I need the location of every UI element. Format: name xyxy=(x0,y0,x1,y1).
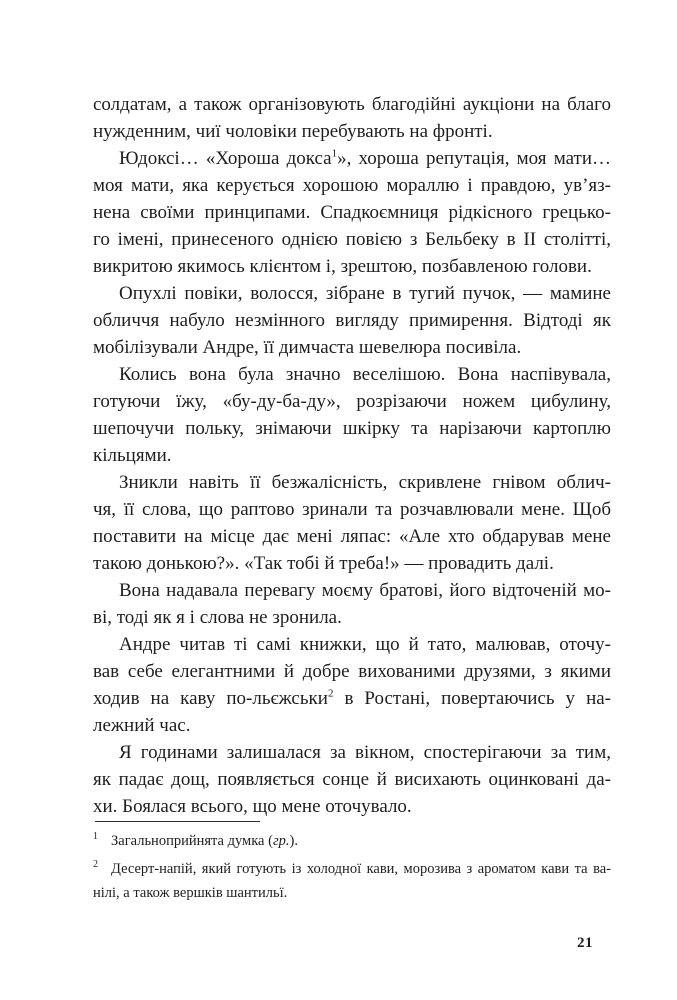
footnote-line xyxy=(93,857,611,881)
text-line: Андре читав ті самі книжки, що й тато, малював, оточу- xyxy=(119,634,611,655)
text-line: шепочучи польку, знімаючи шкірку та нарізаючи картоплю xyxy=(93,418,611,439)
text-line: обличчя набуло незмінного вигляду примирення. Відтоді як xyxy=(93,310,611,331)
text-line: як падає дощ, появляється сонце й висихають оцинковані да- xyxy=(93,769,611,790)
text-line: викритою якимось клієнтом і, зрештою, позбавленою голови. xyxy=(93,256,592,277)
footnote-reference: 2 xyxy=(327,687,334,700)
paragraph xyxy=(93,739,611,820)
footnote-text: Десерт-напій, який готують із холодної кави, морозива з ароматом кави та ва- xyxy=(111,861,611,877)
page-number: 21 xyxy=(577,935,593,951)
footnote-text: Загальноприйнята думка ( xyxy=(111,833,273,849)
paragraph xyxy=(93,361,611,469)
text-line: Я годинами залишалася за вікном, спостерігаючи за тим, xyxy=(119,742,611,763)
footnote-text-italic: гр. xyxy=(272,833,290,849)
text-line: кільцями. xyxy=(93,445,172,466)
text-line: ходив на каву по-льєжськи$^2$ в Ростані, повертаючись у на- xyxy=(93,687,611,709)
text-line: Юдоксі… «Хороша докса$^1$», хороша репутація, моя мати… xyxy=(119,147,611,169)
footnote xyxy=(93,829,611,853)
footnote xyxy=(93,857,611,905)
paragraph xyxy=(93,577,611,631)
text-line: го імені, принесеного однією повією з Бельбеку в II столітті, xyxy=(93,229,611,250)
paragraph xyxy=(93,145,611,280)
text-line: Вона надавала перевагу моєму братові, його відточеній мо- xyxy=(119,580,611,601)
body-text xyxy=(93,91,611,820)
text-line: поставити на місце дає мені ляпас: «Але хто обдарував мене xyxy=(93,526,611,547)
footnote-reference: 1 xyxy=(331,147,338,160)
paragraph xyxy=(93,91,611,145)
text-line: такою донькою?». «Так тобі й треба!» — провадить далі. xyxy=(93,553,554,574)
footnote-text: нілі, а також вершків шантильї. xyxy=(93,885,288,901)
text-line: моя мати, яка керується хорошою мораллю і правдою, ув’яз- xyxy=(93,175,611,196)
footnote-line xyxy=(93,881,611,905)
text-line: лежний час. xyxy=(93,715,191,736)
text-line: Опухлі повіки, волосся, зібране в тугий пучок, — мамине xyxy=(119,283,611,304)
text-line: Зникли навіть її безжалісність, скривлене гнівом облич- xyxy=(119,472,611,493)
paragraph xyxy=(93,631,611,739)
text-line: ві, тоді як я і слова не зронила. xyxy=(93,607,342,628)
text-line: Колись вона була значно веселішою. Вона наспівувала, xyxy=(119,364,611,385)
text-line: вав себе елегантними й добре вихованими друзями, з якими xyxy=(93,661,611,682)
text-line: солдатам, а також організовують благодійні аукціони на благо xyxy=(93,94,611,115)
paragraph xyxy=(93,280,611,361)
footnotes xyxy=(93,813,611,909)
text-line: нена своїми принципами. Спадкоємниця рідкісного грецько- xyxy=(93,202,611,223)
text-line: готуючи їжу, «бу-ду-ба-ду», розрізаючи ножем цибулину, xyxy=(93,391,611,412)
footnote-text: ). xyxy=(289,833,298,849)
text-line: нужденним, чиї чоловіки перебувають на фронті. xyxy=(93,121,493,142)
footnote-separator xyxy=(95,821,260,822)
text-line: чя, її слова, що раптово зринали та розчавлювали мене. Щоб xyxy=(93,499,611,520)
text-line: хи. Боялася всього, що мене оточувало. xyxy=(93,796,412,817)
text-line: мобілізували Андре, її димчаста шевелюра посивіла. xyxy=(93,337,522,358)
footnote-line xyxy=(93,829,611,853)
paragraph xyxy=(93,469,611,577)
footnote-marker: 2 xyxy=(93,859,98,871)
footnote-marker: 1 xyxy=(93,831,98,843)
